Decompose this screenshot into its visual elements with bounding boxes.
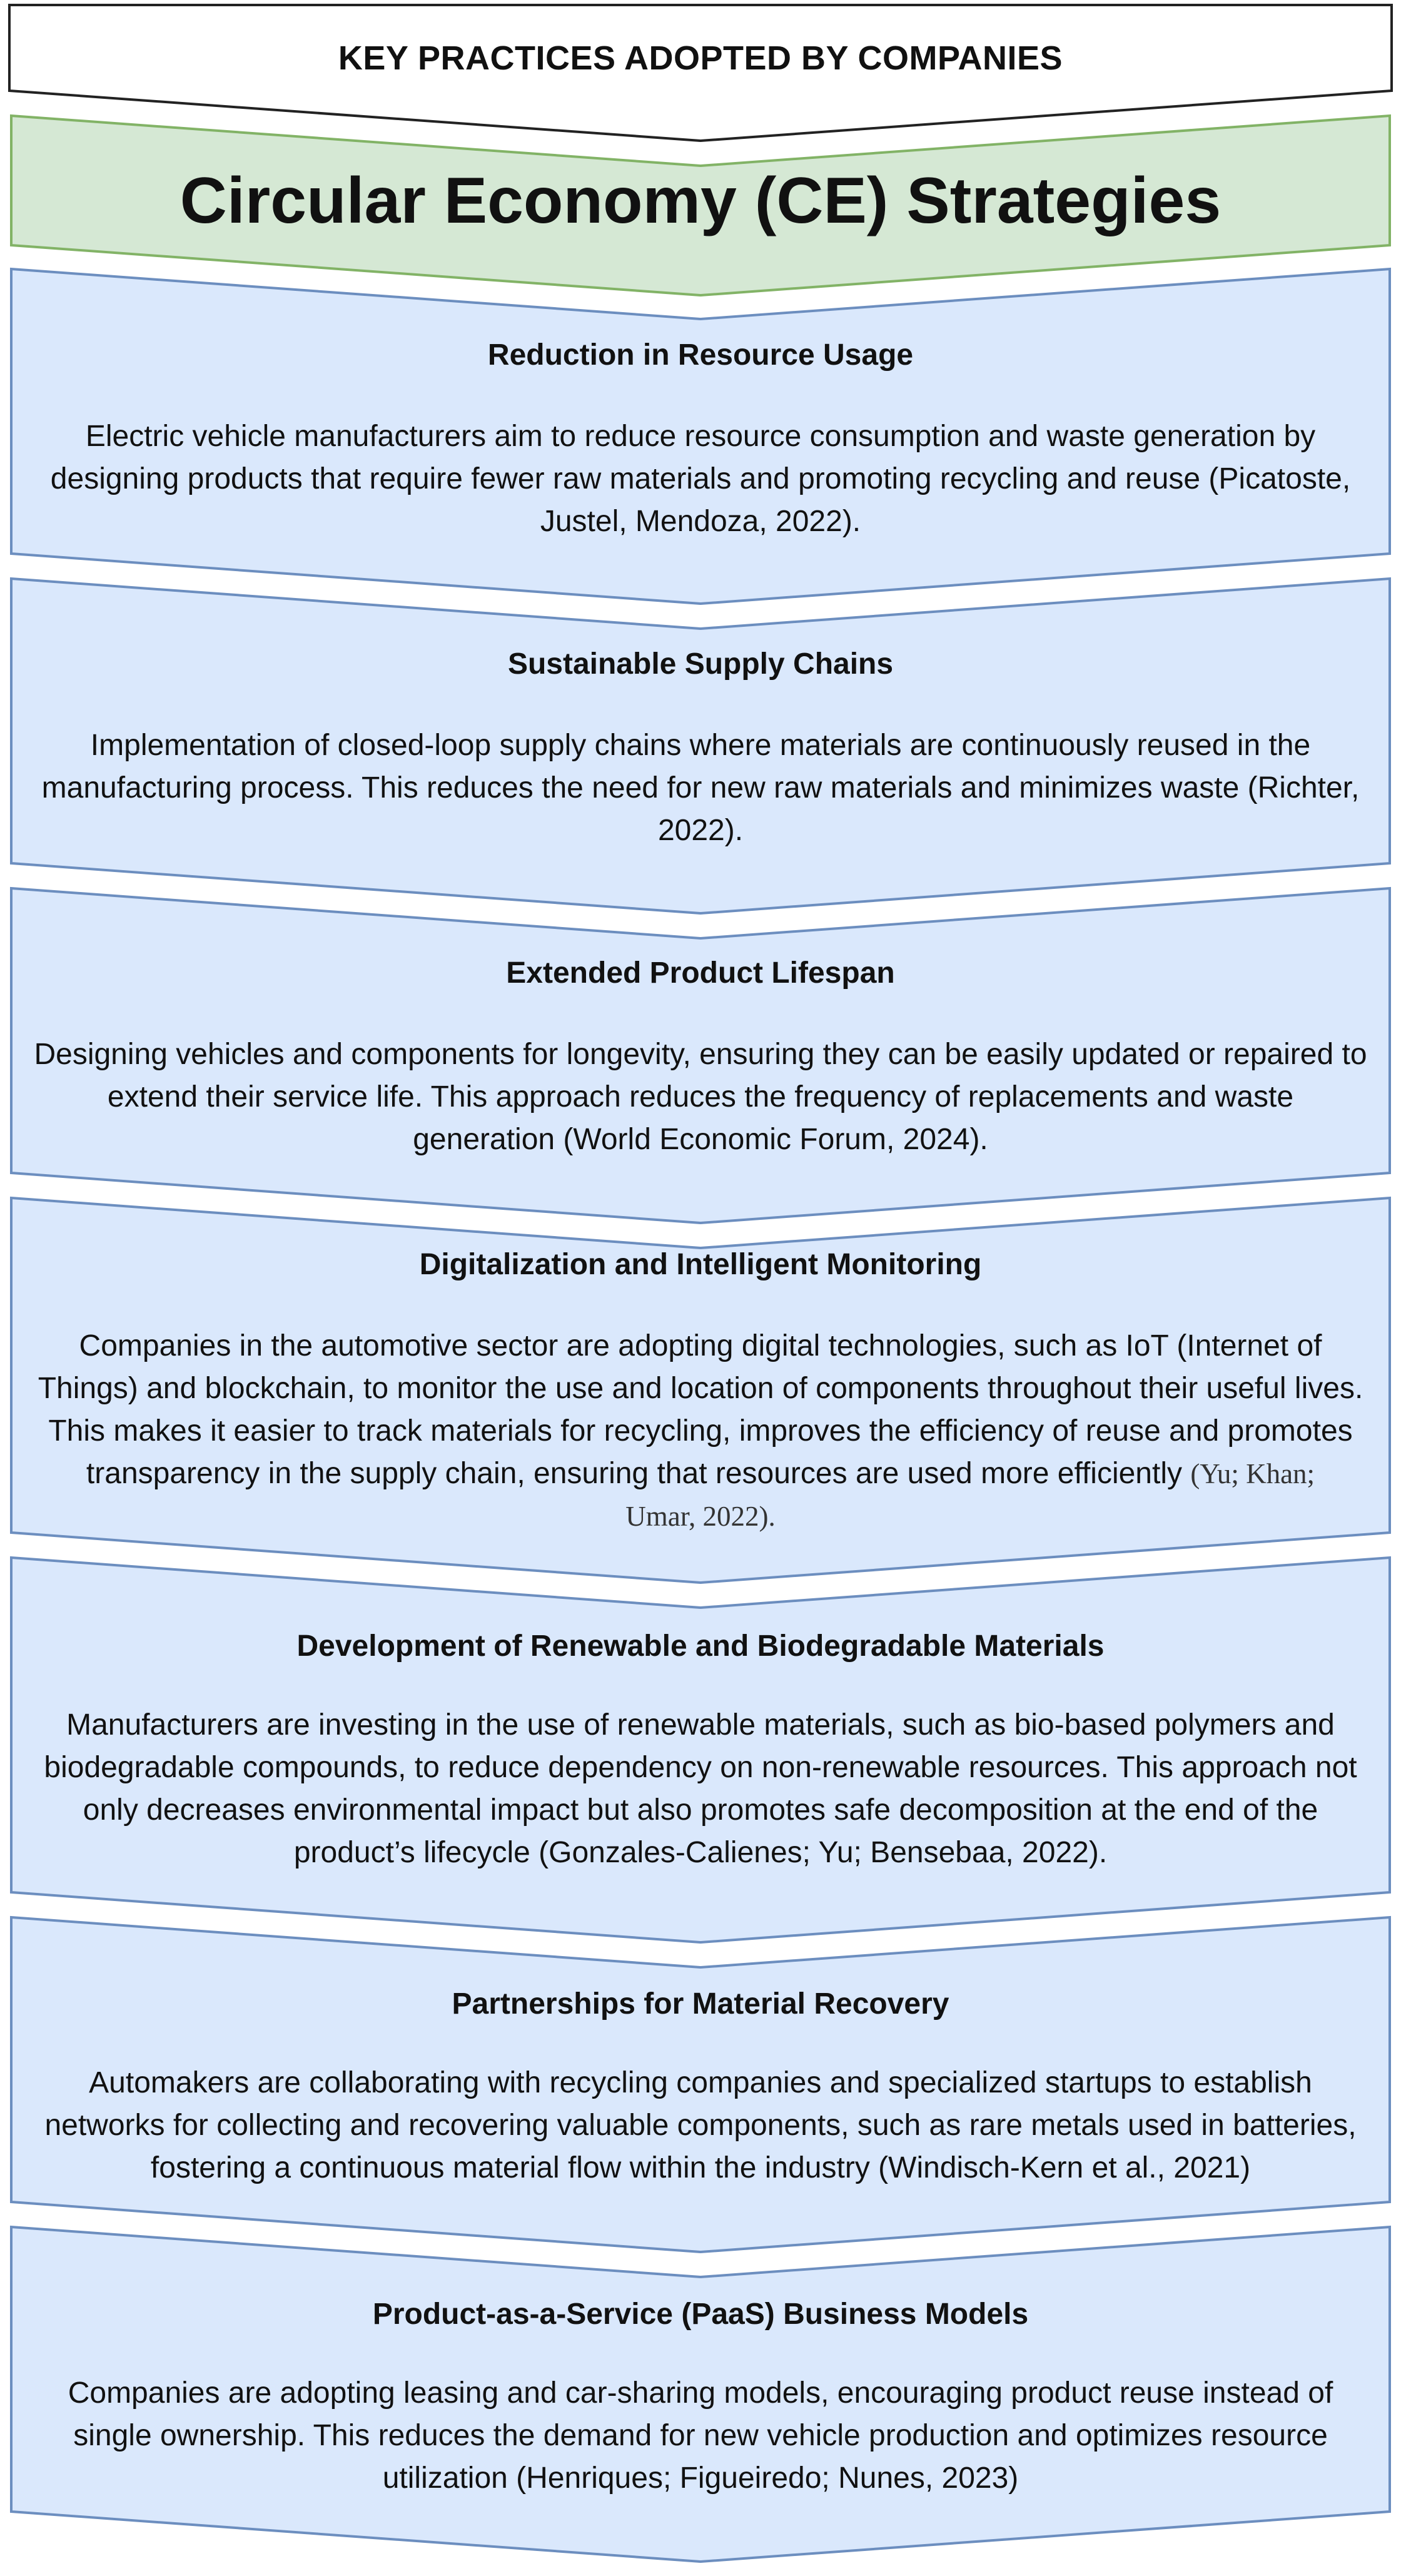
section-title: Reduction in Resource Usage xyxy=(487,338,914,372)
section-body-line: Companies are adopting leasing and car-sharing models, encouraging product reuse instead of xyxy=(68,2376,1333,2410)
section-body-text: transparency in the supply chain, ensuring that resources are used more efficiently xyxy=(86,1457,1191,1490)
section-body-line: Companies in the automotive sector are adopting digital technologies, such as IoT (Internet of xyxy=(79,1329,1322,1362)
section-body-line: Manufacturers are investing in the use of renewable materials, such as bio-based polymers and xyxy=(66,1708,1335,1742)
section-body-line: Things) and blockchain, to monitor the use and location of components throughout their useful lives. xyxy=(38,1372,1363,1405)
section-body-line: Implementation of closed-loop supply chains where materials are continuously reused in the xyxy=(90,729,1311,762)
section-body-line: only decreases environmental impact but also promotes safe decomposition at the end of the xyxy=(83,1793,1318,1827)
section-title: Sustainable Supply Chains xyxy=(507,647,894,681)
section-body-line: Justel, Mendoza, 2022). xyxy=(540,505,861,538)
citation-text: (Yu; Khan; xyxy=(1190,1458,1315,1489)
section-body-line: fostering a continuous material flow within the industry (Windisch-Kern et al., 2021) xyxy=(150,2151,1251,2184)
section-body-line: Automakers are collaborating with recycling companies and specialized startups to establish xyxy=(89,2066,1312,2099)
section-body-line xyxy=(0,1453,1401,1495)
section-body-line: This makes it easier to track materials for recycling, improves the efficiency of reuse and promotes xyxy=(48,1414,1353,1448)
section-body-line: manufacturing process. This reduces the need for new raw materials and minimizes waste (Richter, xyxy=(41,771,1360,804)
section-title: Product-as-a-Service (PaaS) Business Models xyxy=(372,2298,1029,2331)
section-body-line: extend their service life. This approach reduces the frequency of replacements and waste xyxy=(107,1080,1294,1113)
section-body-line: single ownership. This reduces the demand for new vehicle production and optimizes resource xyxy=(73,2419,1328,2452)
section-body-line: designing products that require fewer raw materials and promoting recycling and reuse (Picatoste, xyxy=(50,462,1351,495)
section-body-line: utilization (Henriques; Figueiredo; Nunes, 2023) xyxy=(382,2462,1019,2495)
section-body-line xyxy=(0,1495,1401,1538)
section-body-line: generation (World Economic Forum, 2024). xyxy=(413,1123,988,1156)
section-title: Extended Product Lifespan xyxy=(506,956,895,990)
section-title: Partnerships for Material Recovery xyxy=(452,1987,949,2021)
section-title: Development of Renewable and Biodegradable Materials xyxy=(296,1630,1105,1663)
section-body-line: 2022). xyxy=(657,814,744,847)
section-title: Digitalization and Intelligent Monitoring xyxy=(419,1248,982,1281)
citation-text: Umar, 2022). xyxy=(625,1501,776,1532)
header-title: KEY PRACTICES ADOPTED BY COMPANIES xyxy=(338,39,1063,77)
section-body-line: biodegradable compounds, to reduce dependency on non-renewable resources. This approach not xyxy=(44,1751,1357,1784)
main-title: Circular Economy (CE) Strategies xyxy=(180,165,1221,237)
section-body-line: Designing vehicles and components for longevity, ensuring they can be easily updated or repaired to xyxy=(34,1038,1367,1071)
section-body-line: product’s lifecycle (Gonzales-Calienes; Yu; Bensebaa, 2022). xyxy=(293,1836,1108,1869)
section-body-line: networks for collecting and recovering valuable components, such as rare metals used in batteries, xyxy=(44,2109,1357,2142)
section-body-line: Electric vehicle manufacturers aim to reduce resource consumption and waste generation by xyxy=(85,420,1316,453)
